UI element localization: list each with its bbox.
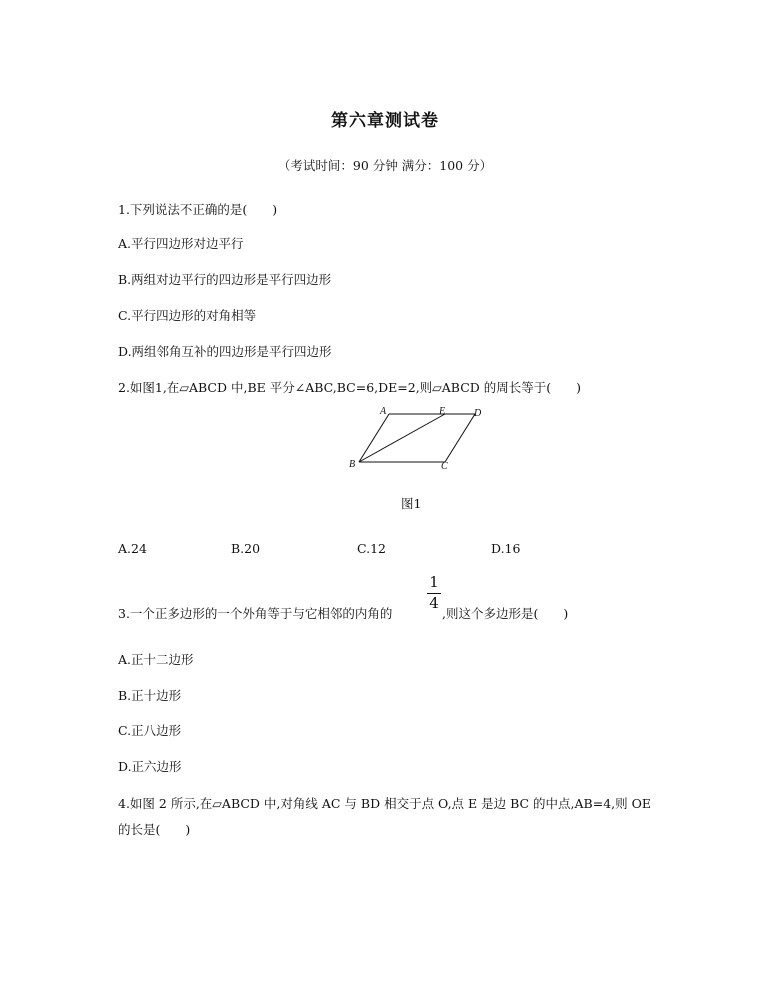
segment-dc [445, 414, 475, 462]
segment-ab [359, 414, 389, 462]
question-4-stem-line-2: 的长是( ) [118, 822, 191, 837]
exam-info: （考试时间：90 分钟 满分：100 分） [277, 158, 493, 173]
question-3-option-d: D.正六边形 [118, 759, 182, 774]
question-3-option-c: C.正八边形 [118, 723, 182, 738]
question-2-option-d: D.16 [491, 541, 521, 556]
label-e: E [439, 406, 446, 417]
fraction-denominator: 4 [429, 594, 439, 612]
question-3-stem-end: ,则这个多边形是( ) [442, 606, 569, 621]
question-3-stem-start: 3.一个正多边形的一个外角等于与它相邻的内角的 [118, 606, 393, 621]
question-1-option-a: A.平行四边形对边平行 [118, 236, 244, 251]
label-a: A [380, 406, 387, 417]
parallelogram-figure [345, 405, 485, 475]
label-b: B [349, 459, 356, 470]
label-d: D [474, 408, 482, 419]
question-2-stem: 2.如图1,在▱ABCD 中,BE 平分∠ABC,BC=6,DE=2,则▱ABCD 的周长等于( ) [118, 380, 582, 395]
page-title: 第六章测试卷 [331, 111, 439, 131]
question-2-option-b: B.20 [231, 541, 261, 556]
question-2-option-a: A.24 [118, 541, 147, 556]
question-4-stem-line-1: 4.如图 2 所示,在▱ABCD 中,对角线 AC 与 BD 相交于点 O,点 E 是边 BC 的中点,AB=4,则 OE [118, 796, 651, 811]
question-3-option-a: A.正十二边形 [118, 652, 194, 667]
question-3-option-b: B.正十边形 [118, 688, 182, 703]
figure-1-caption: 图1 [401, 496, 422, 511]
segment-be [359, 414, 445, 462]
fraction-numerator: 1 [429, 573, 439, 591]
label-c: C [441, 461, 448, 472]
question-1-option-d: D.两组邻角互补的四边形是平行四边形 [118, 344, 332, 359]
fraction-one-quarter [427, 575, 441, 611]
question-1-option-c: C.平行四边形的对角相等 [118, 308, 257, 323]
question-2-option-c: C.12 [357, 541, 386, 556]
question-1-stem: 1.下列说法不正确的是( ) [118, 202, 278, 217]
question-1-option-b: B.两组对边平行的四边形是平行四边形 [118, 272, 332, 287]
